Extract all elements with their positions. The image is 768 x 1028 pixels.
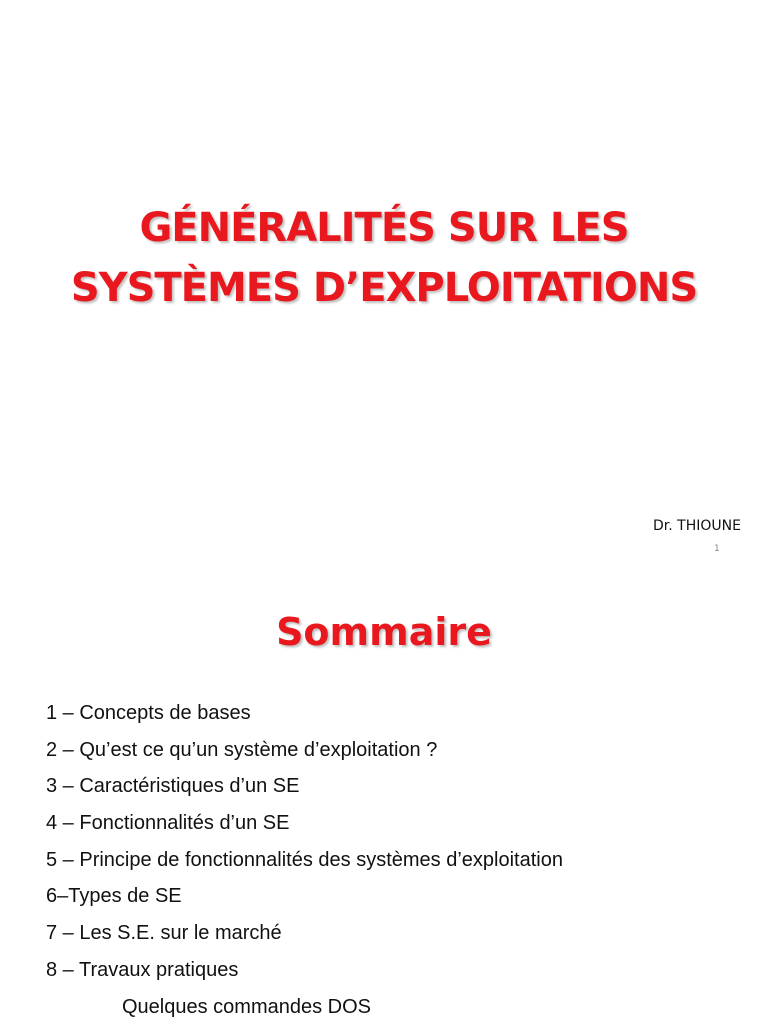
summary-item-3: 3 – Caractéristiques d’un SE — [46, 771, 563, 808]
slide-title-line-1: GÉNÉRALITÉS SUR LES — [0, 198, 768, 258]
summary-title: Sommaire — [0, 606, 768, 658]
summary-item-5: 5 – Principe de fonctionnalités des systèmes d’exploitation — [46, 845, 563, 882]
page-number: 1 — [714, 544, 720, 554]
slide-title — [0, 198, 768, 318]
summary-list — [46, 698, 563, 1028]
summary-slide — [0, 576, 768, 1024]
slide-title-line-2: SYSTÈMES D’EXPLOITATIONS — [0, 258, 768, 318]
summary-item-4: 4 – Fonctionnalités d’un SE — [46, 808, 563, 845]
summary-subitem-dos: Quelques commandes DOS — [46, 992, 563, 1028]
summary-item-7: 7 – Les S.E. sur le marché — [46, 918, 563, 955]
summary-item-2: 2 – Qu’est ce qu’un système d’exploitation ? — [46, 735, 563, 772]
summary-item-6: 6–Types de SE — [46, 881, 563, 918]
author-name: Dr. THIOUNE — [653, 518, 741, 534]
summary-item-1: 1 – Concepts de bases — [46, 698, 563, 735]
summary-item-8: 8 – Travaux pratiques — [46, 955, 563, 992]
